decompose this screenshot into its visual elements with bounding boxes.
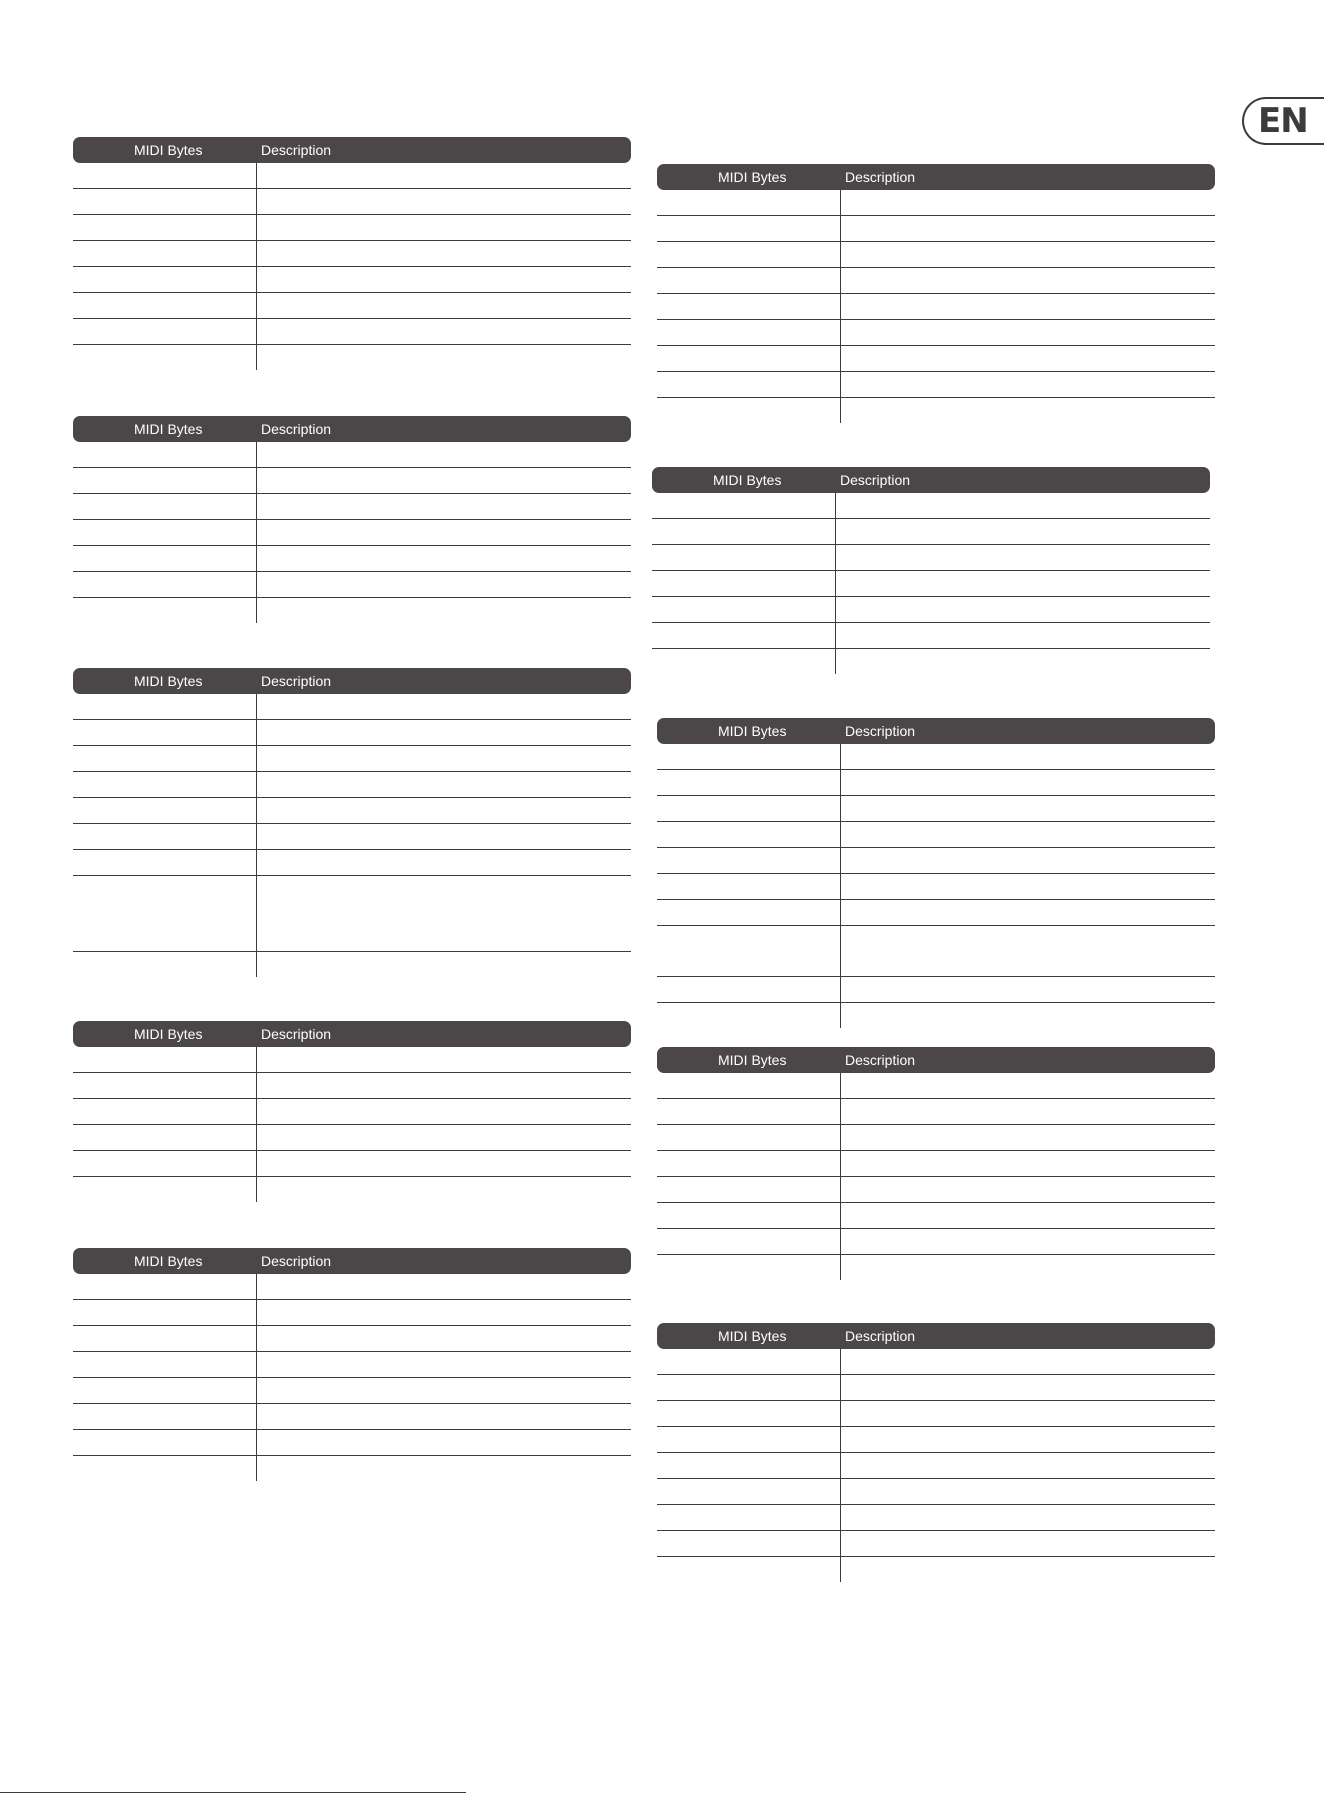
table-row — [657, 294, 1215, 320]
cell-midi-bytes — [652, 519, 836, 544]
table-row — [73, 163, 631, 189]
table-row — [657, 1557, 1215, 1582]
midi-table-2 — [73, 416, 631, 623]
table-row — [657, 242, 1215, 268]
cell-midi-bytes — [657, 977, 841, 1002]
header-description: Description — [845, 1052, 916, 1068]
table-row — [657, 346, 1215, 372]
table-row — [652, 623, 1210, 649]
cell-midi-bytes — [73, 1274, 257, 1299]
table-row — [657, 1349, 1215, 1375]
cell-midi-bytes — [73, 598, 257, 623]
table-body — [657, 190, 1215, 423]
cell-midi-bytes — [73, 1047, 257, 1072]
cell-midi-bytes — [73, 189, 257, 214]
table-row — [657, 744, 1215, 770]
header-description: Description — [840, 472, 911, 488]
table-row — [73, 267, 631, 293]
table-row — [657, 1427, 1215, 1453]
cell-midi-bytes — [657, 1479, 841, 1504]
table-body — [73, 1047, 631, 1202]
table-row — [657, 372, 1215, 398]
table-row — [73, 546, 631, 572]
header-description: Description — [845, 1328, 916, 1344]
cell-midi-bytes — [73, 1177, 257, 1202]
midi-table-5 — [73, 1248, 631, 1481]
cell-midi-bytes — [657, 1073, 841, 1098]
cell-midi-bytes — [73, 293, 257, 318]
table-row — [73, 694, 631, 720]
cell-midi-bytes — [657, 796, 841, 821]
table-header — [652, 467, 1210, 493]
header-description: Description — [261, 421, 332, 437]
table-header — [73, 416, 631, 442]
table-row — [73, 468, 631, 494]
cell-midi-bytes — [657, 372, 841, 397]
cell-midi-bytes — [73, 319, 257, 344]
cell-midi-bytes — [73, 1151, 257, 1176]
table-row — [652, 649, 1210, 674]
header-midi-bytes: MIDI Bytes — [718, 1328, 787, 1344]
cell-midi-bytes — [652, 545, 836, 570]
cell-midi-bytes — [73, 694, 257, 719]
table-row — [652, 597, 1210, 623]
cell-midi-bytes — [73, 494, 257, 519]
header-midi-bytes: MIDI Bytes — [718, 169, 787, 185]
cell-midi-bytes — [657, 1531, 841, 1556]
table-row — [73, 1326, 631, 1352]
cell-midi-bytes — [73, 1404, 257, 1429]
table-header — [657, 718, 1215, 744]
header-midi-bytes: MIDI Bytes — [713, 472, 782, 488]
table-header — [73, 1021, 631, 1047]
cell-midi-bytes — [657, 1203, 841, 1228]
table-row — [73, 1456, 631, 1481]
table-row — [73, 1125, 631, 1151]
table-row — [657, 822, 1215, 848]
table-row — [73, 1073, 631, 1099]
cell-midi-bytes — [657, 294, 841, 319]
cell-midi-bytes — [73, 345, 257, 370]
table-header — [73, 137, 631, 163]
table-row — [657, 1531, 1215, 1557]
table-row — [73, 572, 631, 598]
cell-midi-bytes — [652, 623, 836, 648]
cell-midi-bytes — [657, 1375, 841, 1400]
cell-midi-bytes — [73, 1125, 257, 1150]
table-row — [73, 952, 631, 977]
table-row — [657, 320, 1215, 346]
cell-midi-bytes — [73, 1099, 257, 1124]
table-header — [73, 1248, 631, 1274]
table-row — [657, 398, 1215, 423]
cell-midi-bytes — [73, 1073, 257, 1098]
cell-midi-bytes — [73, 1456, 257, 1481]
table-body — [657, 1073, 1215, 1280]
cell-midi-bytes — [657, 1151, 841, 1176]
table-row — [652, 545, 1210, 571]
table-row — [73, 1300, 631, 1326]
cell-midi-bytes — [657, 1177, 841, 1202]
table-row — [657, 268, 1215, 294]
table-row — [73, 850, 631, 876]
table-row — [73, 1151, 631, 1177]
cell-midi-bytes — [73, 876, 257, 951]
table-row — [657, 216, 1215, 242]
cell-midi-bytes — [657, 1557, 841, 1582]
table-row — [73, 598, 631, 623]
table-body — [657, 1349, 1215, 1582]
table-row — [73, 1378, 631, 1404]
header-midi-bytes: MIDI Bytes — [718, 1052, 787, 1068]
cell-midi-bytes — [73, 267, 257, 292]
table-row — [657, 977, 1215, 1003]
cell-midi-bytes — [73, 720, 257, 745]
header-description: Description — [261, 1026, 332, 1042]
table-body — [657, 744, 1215, 1028]
cell-midi-bytes — [657, 320, 841, 345]
header-description: Description — [261, 142, 332, 158]
table-row — [657, 1375, 1215, 1401]
cell-midi-bytes — [657, 216, 841, 241]
header-midi-bytes: MIDI Bytes — [134, 1253, 203, 1269]
header-description: Description — [845, 169, 916, 185]
cell-midi-bytes — [657, 1003, 841, 1028]
table-row — [73, 215, 631, 241]
table-row — [73, 319, 631, 345]
cell-midi-bytes — [73, 824, 257, 849]
cell-midi-bytes — [652, 597, 836, 622]
table-row — [73, 746, 631, 772]
table-row — [657, 796, 1215, 822]
table-body — [73, 694, 631, 977]
table-row — [657, 1453, 1215, 1479]
table-row — [657, 1177, 1215, 1203]
cell-midi-bytes — [657, 1401, 841, 1426]
header-description: Description — [261, 1253, 332, 1269]
midi-table-4 — [73, 1021, 631, 1202]
cell-midi-bytes — [73, 520, 257, 545]
cell-midi-bytes — [652, 493, 836, 518]
table-body — [73, 163, 631, 370]
table-row — [657, 1401, 1215, 1427]
table-row — [657, 848, 1215, 874]
table-row — [657, 1073, 1215, 1099]
table-row — [73, 189, 631, 215]
cell-midi-bytes — [657, 744, 841, 769]
language-badge: EN — [1242, 97, 1324, 145]
cell-midi-bytes — [73, 468, 257, 493]
table-row — [652, 519, 1210, 545]
table-header — [657, 1323, 1215, 1349]
table-row — [73, 1430, 631, 1456]
cell-midi-bytes — [657, 268, 841, 293]
midi-table-9 — [657, 1047, 1215, 1280]
midi-table-1 — [73, 137, 631, 370]
cell-midi-bytes — [73, 241, 257, 266]
cell-midi-bytes — [657, 346, 841, 371]
table-row — [73, 1352, 631, 1378]
header-midi-bytes: MIDI Bytes — [134, 142, 203, 158]
table-row — [73, 1047, 631, 1073]
table-row — [652, 493, 1210, 519]
cell-midi-bytes — [73, 772, 257, 797]
table-row — [73, 772, 631, 798]
midi-table-10 — [657, 1323, 1215, 1582]
table-row — [652, 571, 1210, 597]
cell-midi-bytes — [657, 242, 841, 267]
cell-midi-bytes — [73, 746, 257, 771]
header-midi-bytes: MIDI Bytes — [134, 1026, 203, 1042]
table-row — [657, 1151, 1215, 1177]
cell-midi-bytes — [657, 874, 841, 899]
table-row — [657, 1255, 1215, 1280]
cell-midi-bytes — [73, 442, 257, 467]
midi-table-6 — [657, 164, 1215, 423]
table-row — [73, 1099, 631, 1125]
table-row — [73, 824, 631, 850]
cell-midi-bytes — [657, 926, 841, 976]
table-row — [73, 293, 631, 319]
table-row — [73, 241, 631, 267]
table-row — [657, 770, 1215, 796]
table-header — [73, 668, 631, 694]
cell-midi-bytes — [657, 848, 841, 873]
table-row — [657, 1125, 1215, 1151]
cell-midi-bytes — [657, 1349, 841, 1374]
cell-midi-bytes — [73, 572, 257, 597]
table-row — [73, 1274, 631, 1300]
table-header — [657, 164, 1215, 190]
table-row — [73, 345, 631, 370]
table-row — [657, 1479, 1215, 1505]
table-row — [73, 876, 631, 952]
table-body — [73, 442, 631, 623]
cell-midi-bytes — [657, 1505, 841, 1530]
cell-midi-bytes — [73, 850, 257, 875]
cell-midi-bytes — [73, 1430, 257, 1455]
table-row — [73, 1404, 631, 1430]
midi-table-7 — [652, 467, 1210, 674]
table-row — [73, 720, 631, 746]
cell-midi-bytes — [73, 798, 257, 823]
cell-midi-bytes — [657, 1099, 841, 1124]
cell-midi-bytes — [73, 1326, 257, 1351]
cell-midi-bytes — [73, 163, 257, 188]
table-row — [657, 874, 1215, 900]
header-midi-bytes: MIDI Bytes — [718, 723, 787, 739]
table-row — [657, 900, 1215, 926]
cell-midi-bytes — [657, 1229, 841, 1254]
cell-midi-bytes — [657, 398, 841, 423]
cell-midi-bytes — [73, 952, 257, 977]
header-description: Description — [845, 723, 916, 739]
cell-midi-bytes — [652, 649, 836, 674]
midi-table-8 — [657, 718, 1215, 1028]
header-midi-bytes: MIDI Bytes — [134, 421, 203, 437]
cell-midi-bytes — [657, 1427, 841, 1452]
cell-midi-bytes — [73, 215, 257, 240]
table-body — [652, 493, 1210, 674]
cell-midi-bytes — [652, 571, 836, 596]
cell-midi-bytes — [73, 1378, 257, 1403]
table-row — [657, 1003, 1215, 1028]
midi-table-3 — [73, 668, 631, 977]
table-body — [73, 1274, 631, 1481]
cell-midi-bytes — [73, 1352, 257, 1377]
table-row — [73, 520, 631, 546]
cell-midi-bytes — [657, 770, 841, 795]
header-description: Description — [261, 673, 332, 689]
table-row — [657, 1229, 1215, 1255]
header-midi-bytes: MIDI Bytes — [134, 673, 203, 689]
table-row — [657, 1505, 1215, 1531]
cell-midi-bytes — [657, 1255, 841, 1280]
table-header — [657, 1047, 1215, 1073]
cell-midi-bytes — [657, 1453, 841, 1478]
cell-midi-bytes — [73, 1300, 257, 1325]
footer-rule — [0, 1792, 466, 1793]
cell-midi-bytes — [657, 900, 841, 925]
table-row — [73, 442, 631, 468]
cell-midi-bytes — [657, 822, 841, 847]
table-row — [657, 926, 1215, 977]
table-row — [73, 798, 631, 824]
table-row — [657, 190, 1215, 216]
cell-midi-bytes — [657, 190, 841, 215]
table-row — [73, 494, 631, 520]
table-row — [657, 1099, 1215, 1125]
table-row — [73, 1177, 631, 1202]
cell-midi-bytes — [657, 1125, 841, 1150]
table-row — [657, 1203, 1215, 1229]
cell-midi-bytes — [73, 546, 257, 571]
